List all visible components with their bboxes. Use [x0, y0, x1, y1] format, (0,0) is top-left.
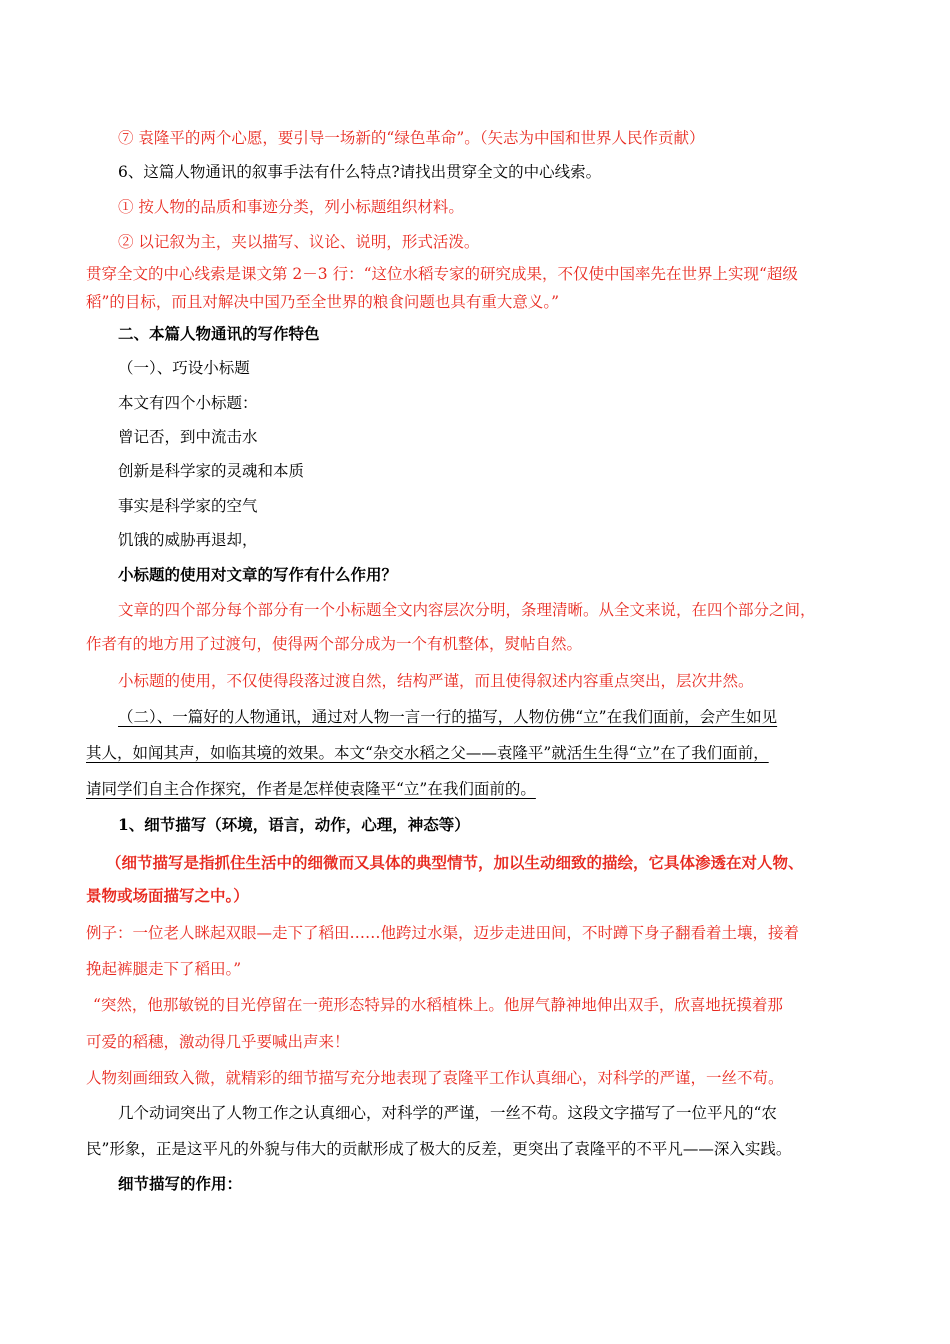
subheading-2-line-3: 请同学们自主合作探究，作者是怎样使袁隆平“立”在我们面前的。	[86, 780, 536, 798]
example-line-1: 例子：一位老人眯起双眼—走下了稻田……他跨过水渠，迈步走进田间，不时蹲下身子翻看着土壤，接着	[86, 924, 800, 942]
section-heading-2: 二、本篇人物通讯的写作特色	[118, 324, 320, 343]
subtitle-item-4: 饥饿的威胁再退却，	[118, 531, 258, 549]
subtitle-answer-line-1: 文章的四个部分每个部分有一个小标题全文内容层次分明，条理清晰。从全文来说，在四个部分之间，	[118, 601, 816, 619]
question-6: 6、这篇人物通讯的叙事手法有什么特点?请找出贯穿全文的中心线索。	[118, 163, 602, 181]
detail-description-heading: 1、细节描写（环境，语言，动作，心理，神态等）	[118, 815, 470, 834]
answer-line-7: ⑦ 袁隆平的两个心愿，要引导一场新的“绿色革命”。（矢志为中国和世界人民作贡献）	[118, 129, 705, 147]
subheading-2-line-2: 其人，如闻其声，如临其境的效果。本文“杂交水稻之父——袁隆平”就活生生得“立”在了我们面前，	[86, 744, 769, 762]
subheading-2-line-1: （二）、一篇好的人物通讯，通过对人物一言一行的描写，人物仿佛“立”在我们面前，会产生如见	[118, 708, 778, 726]
detail-definition-line-1: （细节描写是指抓住生活中的细微而又具体的典型情节，加以生动细致的描绘，它具体渗透在对人物、	[106, 853, 804, 872]
subtitle-item-2: 创新是科学家的灵魂和本质	[118, 462, 305, 480]
example-quote-line-1: “突然，他那敏锐的目光停留在一蔸形态特异的水稻植株上。他屏气静神地伸出双手，欣喜地抚摸着那	[93, 996, 783, 1014]
subtitles-intro: 本文有四个小标题：	[118, 394, 258, 412]
subtitle-question: 小标题的使用对文章的写作有什么作用？	[118, 565, 398, 584]
example-quote-line-2: 可爱的稻穗，激动得几乎要喊出声来！	[86, 1033, 350, 1051]
central-clue-line-1: 贯穿全文的中心线索是课文第 2－3 行：“这位水稻专家的研究成果，不仅使中国率先在世界上实现“超级	[86, 265, 798, 283]
detail-definition-line-2: 景物或场面描写之中。）	[86, 886, 249, 905]
subtitle-item-1: 曾记否，到中流击水	[118, 428, 258, 446]
subtitle-answer-line-3: 小标题的使用，不仅使得段落过渡自然，结构严谨，而且使得叙述内容重点突出，层次井然。	[118, 672, 754, 690]
subheading-1: （一）、巧设小标题	[118, 359, 250, 377]
central-clue-line-2: 稻”的目标，而且对解决中国乃至全世界的粮食问题也具有重大意义。”	[86, 293, 560, 311]
subtitle-answer-line-2: 作者有的地方用了过渡句，使得两个部分成为一个有机整体，熨帖自然。	[86, 635, 583, 653]
answer-line-2: ② 以记叙为主，夹以描写、议论、说明，形式活泼。	[118, 233, 480, 251]
example-line-2: 挽起裤腿走下了稻田。”	[86, 960, 242, 978]
analysis-line-2: 民”形象，正是这平凡的外貌与伟大的贡献形成了极大的反差，更突出了袁隆平的不平凡——深入实践。	[86, 1140, 792, 1158]
subtitle-item-3: 事实是科学家的空气	[118, 497, 258, 515]
analysis-line-1: 几个动词突出了人物工作之认真细心，对科学的严谨，一丝不苟。这段文字描写了一位平凡的“农	[118, 1104, 777, 1122]
example-analysis: 人物刻画细致入微，就精彩的细节描写充分地表现了袁隆平工作认真细心，对科学的严谨，一丝不苟。	[86, 1069, 784, 1087]
answer-line-1: ① 按人物的品质和事迹分类，列小标题组织材料。	[118, 198, 464, 216]
detail-function-heading: 细节描写的作用：	[118, 1174, 243, 1193]
